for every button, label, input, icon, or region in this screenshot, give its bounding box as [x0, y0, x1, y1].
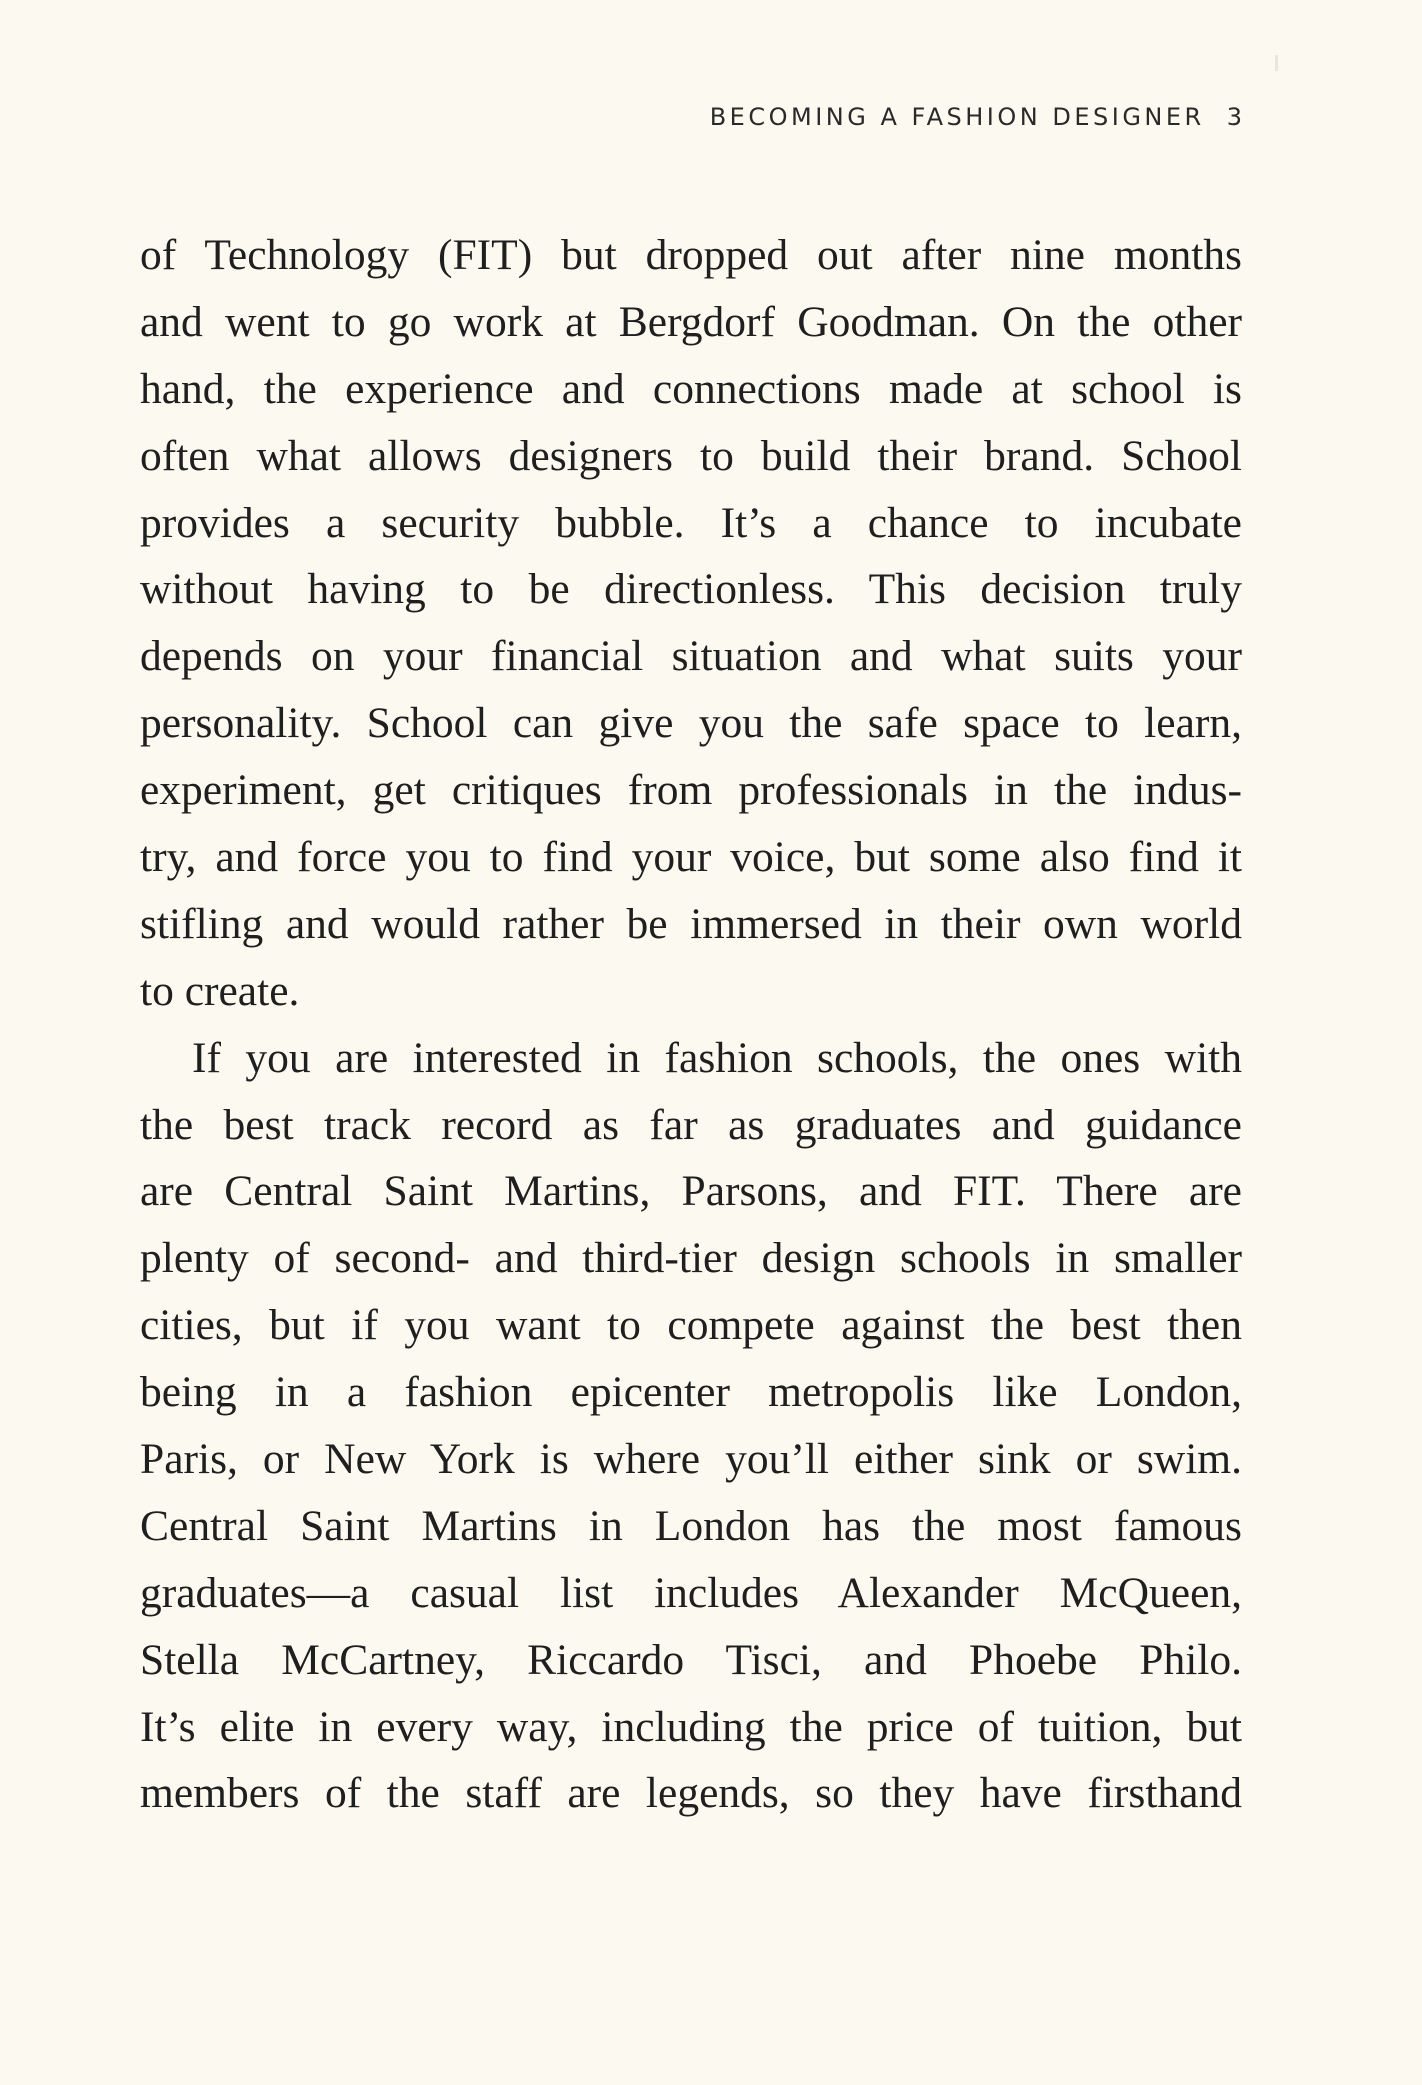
text-line: graduates—a casual list includes Alexander McQueen,: [140, 1568, 1242, 1617]
text-line: provides a security bubble. It’s a chance to incubate: [140, 498, 1242, 547]
text-line: depends on your financial situation and what suits your: [140, 632, 1242, 681]
page-number: 3: [1226, 103, 1242, 131]
text-line: stifling and would rather be immersed in their own world: [140, 899, 1242, 948]
scan-artifact: [1275, 55, 1278, 71]
text-line: Central Saint Martins in London has the most famous: [140, 1501, 1242, 1550]
text-line: being in a fashion epicenter metropolis like London,: [140, 1368, 1242, 1417]
text-line: Paris, or New York is where you’ll either sink or swim.: [140, 1435, 1242, 1484]
text-line: Stella McCartney, Riccardo Tisci, and Phoebe Philo.: [140, 1635, 1242, 1684]
text-line: and went to go work at Bergdorf Goodman. On the other: [140, 297, 1242, 346]
text-line: the best track record as far as graduates and guidance: [140, 1100, 1242, 1149]
body-text: [140, 222, 1242, 1827]
paragraph: [140, 222, 1242, 1025]
running-head: [140, 103, 1242, 131]
text-line: members of the staff are legends, so they have firsthand: [140, 1769, 1242, 1818]
text-line: cities, but if you want to compete against the best then: [140, 1301, 1242, 1350]
text-line: of Technology (FIT) but dropped out after nine months: [140, 231, 1242, 279]
text-line: If you are interested in fashion schools, the ones with: [192, 1033, 1242, 1082]
text-line: personality. School can give you the safe space to learn,: [140, 699, 1242, 748]
text-line: often what allows designers to build their brand. School: [140, 431, 1242, 480]
text-line: are Central Saint Martins, Parsons, and FIT. There are: [140, 1167, 1242, 1216]
text-line: plenty of second- and third-tier design schools in smaller: [140, 1234, 1242, 1283]
text-line: without having to be directionless. This decision truly: [140, 565, 1242, 614]
text-line: to create.: [140, 966, 300, 1015]
paragraph: [140, 1025, 1242, 1828]
text-line: experiment, get critiques from professionals in the indus-: [140, 766, 1242, 815]
running-title: BECOMING A FASHION DESIGNER: [709, 103, 1205, 131]
text-line: It’s elite in every way, including the price of tuition, but: [140, 1702, 1242, 1751]
text-line: try, and force you to find your voice, but some also find it: [140, 833, 1242, 882]
text-line: hand, the experience and connections made at school is: [140, 364, 1242, 413]
